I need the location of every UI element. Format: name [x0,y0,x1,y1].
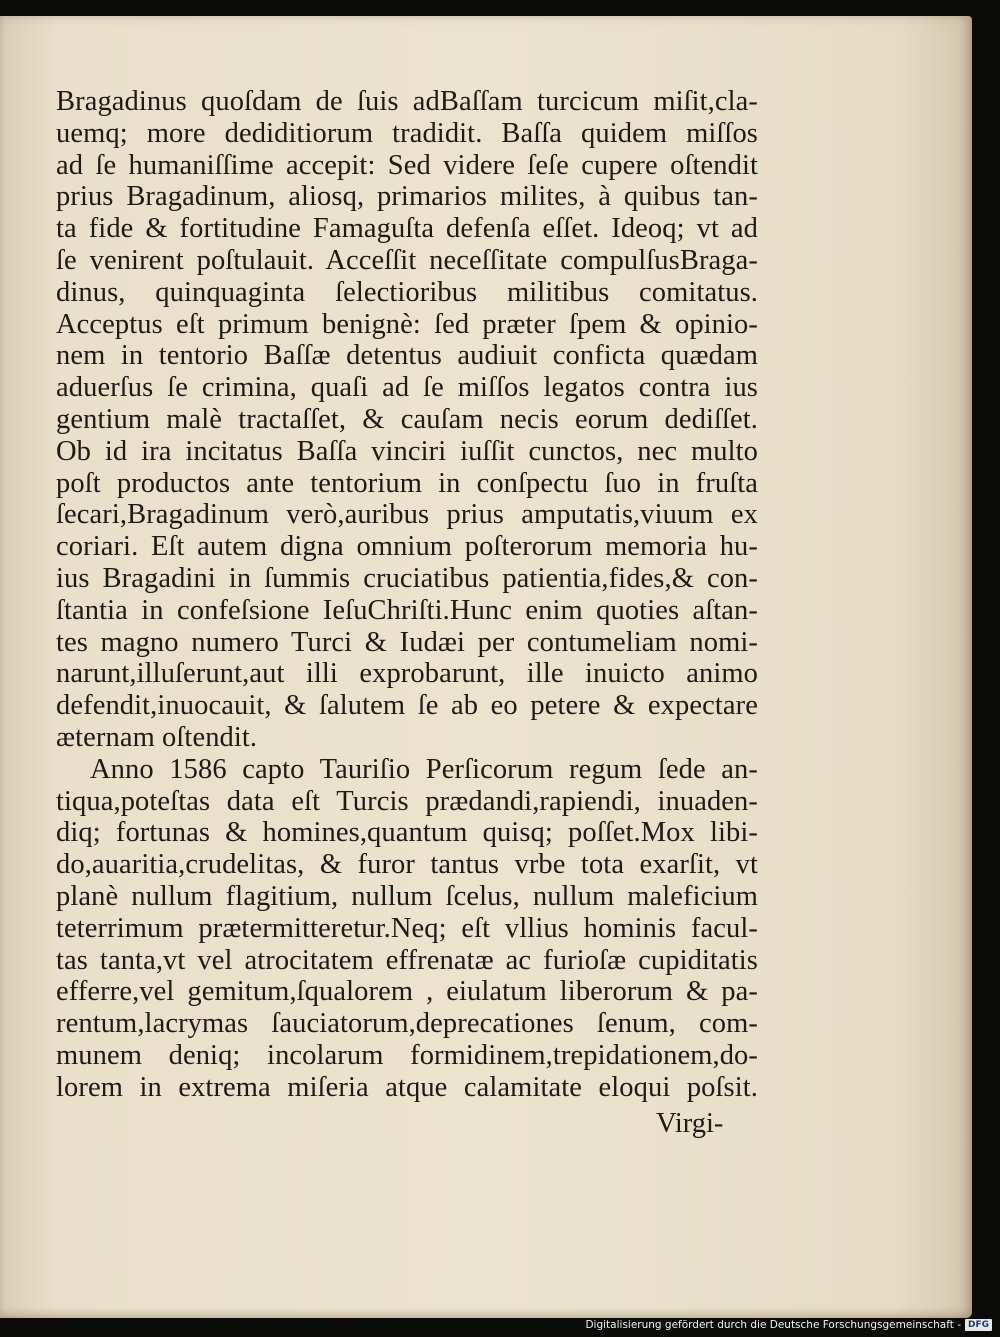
text-line: efferre,vel gemitum,ſqualorem , eiulatum liberorum & pa- [56,976,758,1008]
text-line: tas tanta,vt vel atrocitatem effrenatæ ac furioſæ cupiditatis [56,944,758,976]
text-line: lorem in extrema miſeria atque calamitate eloqui poſsit. [56,1071,758,1103]
catchword: Virgi- [656,1108,724,1139]
text-line: aduerſus ſe crimina, quaſi ad ſe miſſos legatos contra ius [56,372,758,404]
text-line: uemq; more dediditiorum tradidit. Baſſa quidem miſſos [56,117,758,149]
text-line: Bragadinus quoſdam de ſuis adBaſſam turcicum miſit,cla- [56,86,758,117]
text-line: tes magno numero Turci & Iudæi per contumeliam nomi- [56,626,758,658]
text-line: tiqua,poteſtas data eſt Turcis prædandi,rapiendi, inuaden- [56,785,758,817]
digitization-footer [585,1317,992,1333]
text-line: nem in tentorio Baſſæ detentus audiuit conficta quædam [56,340,758,372]
text-line: ſecari,Bragadinum verò,auribus prius amputatis,viuum ex [56,499,758,531]
dfg-logo: DFG [965,1319,992,1331]
text-line: do,auaritia,crudelitas, & furor tantus vrbe tota exarſit, vt [56,849,758,881]
text-line: ta fide & fortitudine Famaguſta defenſa eſſet. Ideoq; vt ad [56,213,758,245]
text-line: ad ſe humaniſſime accepit: Sed videre ſeſe cupere oſtendit [56,149,758,181]
text-line: diq; fortunas & homines,quantum quisq; poſſet.Mox libi- [56,817,758,849]
text-line: coriari. Eſt autem digna omnium poſterorum memoria hu- [56,531,758,563]
footer-text: Digitalisierung gefördert durch die Deutsche Forschungsgemeinschaft - [585,1319,961,1331]
text-line: gentium malè tractaſſet, & cauſam necis eorum dediſſet. [56,403,758,435]
text-line: æternam oſtendit. [56,721,258,753]
text-line: narunt,illuſerunt,aut illi exprobarunt, ille inuicto animo [56,658,758,690]
text-line: ſe venirent poſtulauit. Acceſſit neceſſitate compulſusBraga- [56,244,758,276]
text-line: prius Bragadinum, aliosq, primarios milites, à quibus tan- [56,181,758,213]
text-line: munem deniq; incolarum formidinem,trepidationem,do- [56,1039,758,1071]
text-line: ius Bragadini in ſummis cruciatibus patientia,fides,& con- [56,562,758,594]
text-line: dinus, quinquaginta ſelectioribus militibus comitatus. [56,276,758,308]
text-line: ſtantia in confeſsione IeſuChriſti.Hunc enim quoties aſtan- [56,594,758,626]
text-line: defendit,inuocauit, & ſalutem ſe ab eo petere & expectare [56,690,758,722]
text-line: rentum,lacrymas ſauciatorum,deprecationes ſenum, com- [56,1008,758,1040]
body-text [56,86,758,1104]
text-line: Acceptus eſt primum benignè: ſed præter ſpem & opinio- [56,308,758,340]
text-line: planè nullum flagitium, nullum ſcelus, nullum maleficium [56,880,758,912]
paragraph-start-line: Anno 1586 capto Tauriſio Perſicorum regum ſede an- [90,753,758,785]
book-page [0,16,972,1318]
text-line: teterrimum prætermitteretur.Neq; eſt vllius hominis facul- [56,912,758,944]
text-line: Ob id ira incitatus Baſſa vinciri iuſſit cunctos, nec multo [56,435,758,467]
text-line: poſt productos ante tentorium in conſpectu ſuo in fruſta [56,467,758,499]
